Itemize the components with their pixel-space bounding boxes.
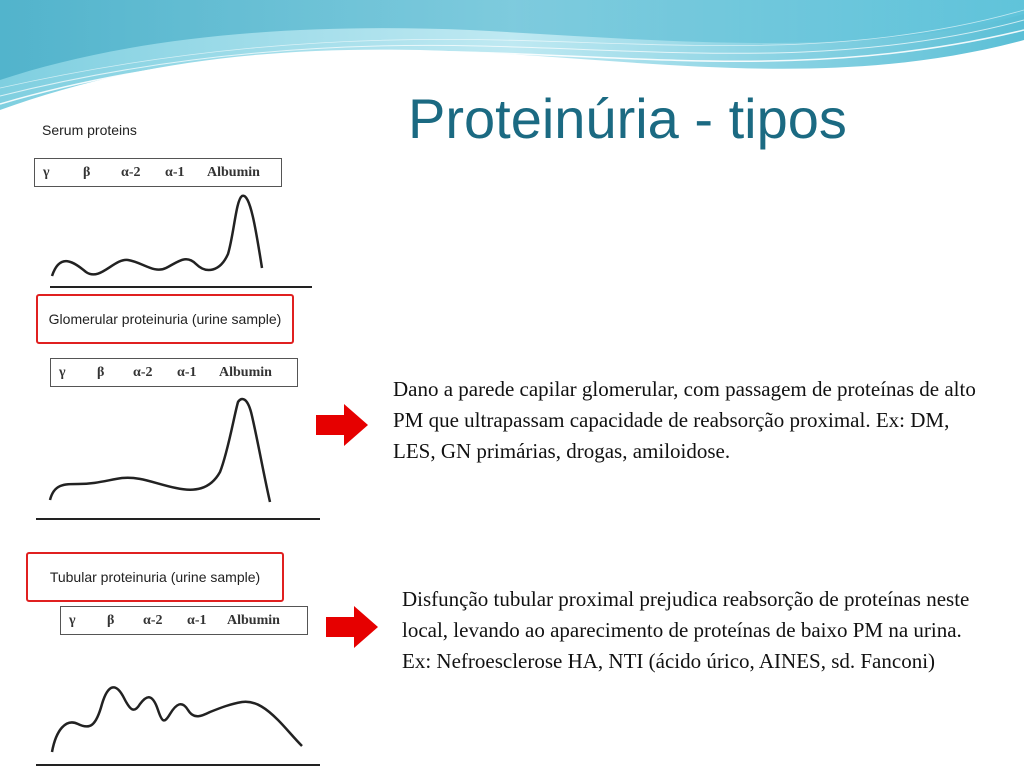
band-albumin: Albumin (227, 612, 280, 628)
band-gamma: γ (69, 612, 76, 628)
band-alpha2: α-2 (143, 612, 163, 628)
band-albumin: Albumin (207, 164, 260, 180)
band-alpha2: α-2 (121, 164, 141, 180)
glomerular-description: Dano a parede capilar glomerular, com passagem de proteínas de alto PM que ultrapassam capacidade de reabsorção proximal. Ex: DM, LES, GN primárias, drogas, amiloidose. (393, 377, 976, 463)
glomerular-band-labels (50, 358, 298, 387)
tubular-baseline (36, 764, 320, 766)
band-beta: β (97, 364, 105, 380)
band-alpha1: α-1 (177, 364, 197, 380)
serum-curve (30, 190, 290, 282)
serum-band-labels (34, 158, 282, 187)
band-alpha1: α-1 (187, 612, 207, 628)
electrophoresis-figure (30, 110, 322, 768)
serum-proteins-label: Serum proteins (42, 122, 137, 138)
band-alpha1: α-1 (165, 164, 185, 180)
band-albumin: Albumin (219, 364, 272, 380)
serum-baseline (50, 286, 312, 288)
glomerular-label-box (36, 294, 294, 344)
tubular-curve (30, 670, 320, 760)
tubular-description: Disfunção tubular proximal prejudica reabsorção de proteínas neste local, levando ao aparecimento de proteínas de baixo PM na urina. Ex: Nefroesclerose HA, NTI (ácido úrico, AINES, sd. Fanconi) (402, 587, 970, 673)
band-beta: β (83, 164, 91, 180)
glomerular-curve (30, 392, 300, 506)
band-alpha2: α-2 (133, 364, 153, 380)
band-beta: β (107, 612, 115, 628)
band-gamma: γ (59, 364, 66, 380)
slide-title: Proteinúria - tipos (408, 87, 847, 150)
tubular-proteinuria-label: Tubular proteinuria (urine sample) (49, 569, 261, 585)
band-gamma: γ (43, 164, 50, 180)
glomerular-proteinuria-label: Glomerular proteinuria (urine sample) (48, 311, 282, 327)
right-arrow-icon (326, 606, 378, 648)
tubular-band-labels (60, 606, 308, 635)
right-arrow-icon (316, 404, 368, 446)
tubular-label-box (26, 552, 284, 602)
glomerular-baseline (36, 518, 320, 520)
